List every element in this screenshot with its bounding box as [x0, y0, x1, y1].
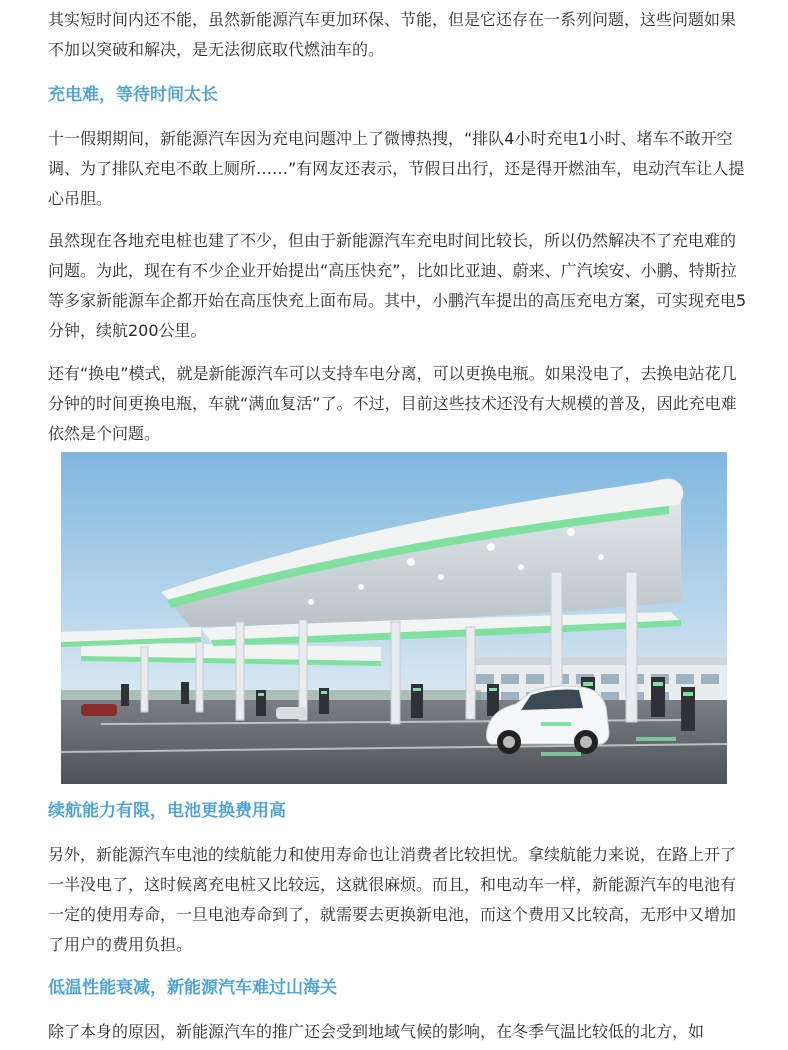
- paragraph-holiday-charging: 十一假期期间，新能源汽车因为充电问题冲上了微博热搜，“排队4小时充电1小时、堵车不敢开空调、为了排队充电不敢上厕所……”有网友还表示，节假日出行，还是得开燃油车，电动汽车让人提心吊胆。: [48, 129, 745, 208]
- paragraph-battery-swap: 还有“换电”模式，就是新能源汽车可以支持车电分离，可以更换电瓶。如果没电了，去换电站花几分钟的时间更换电瓶，车就“满血复活”了。不过，目前这些技术还没有大规模的普及，因此充电难依然是个问题。: [48, 364, 737, 443]
- paragraph-battery-life: 另外，新能源汽车电池的续航能力和使用寿命也让消费者比较担忧。拿续航能力来说，在路上开了一半没电了，这时候离充电桩又比较远，这就很麻烦。而且，和电动车一样，新能源汽车的电池有一定的使用寿命，一旦电池寿命到了，就需要去更换新电池，而这个费用又比较高，无形中又增加了用户的费用负担。: [48, 845, 737, 954]
- section-heading-low-temperature: 低温性能衰减，新能源汽车难过山海关: [48, 978, 337, 998]
- section-heading-battery: 续航能力有限，电池更换费用高: [48, 801, 286, 821]
- paragraph-fast-charging: 虽然现在各地充电桩也建了不少，但由于新能源汽车充电时间比较长，所以仍然解决不了充电难的问题。为此，现在有不少企业开始提出“高压快充”，比如比亚迪、蔚来、广汽埃安、小鹏、特斯拉等多家新能源车企都开始在高压快充上面布局。其中，小鹏汽车提出的高压充电方案，可实现充电5分钟，续航200公里。: [48, 231, 747, 340]
- intro-paragraph: 其实短时间内还不能，虽然新能源汽车更加环保、节能，但是它还存在一系列问题，这些问题如果不加以突破和解决，是无法彻底取代燃油车的。: [48, 10, 737, 59]
- charging-station-illustration: [61, 452, 727, 784]
- paragraph-climate: 除了本身的原因，新能源汽车的推广还会受到地域气候的影响，在冬季气温比较低的北方，如: [48, 1022, 705, 1041]
- section-heading-charging: 充电难，等待时间太长: [48, 85, 218, 105]
- charging-station-image: [61, 452, 727, 784]
